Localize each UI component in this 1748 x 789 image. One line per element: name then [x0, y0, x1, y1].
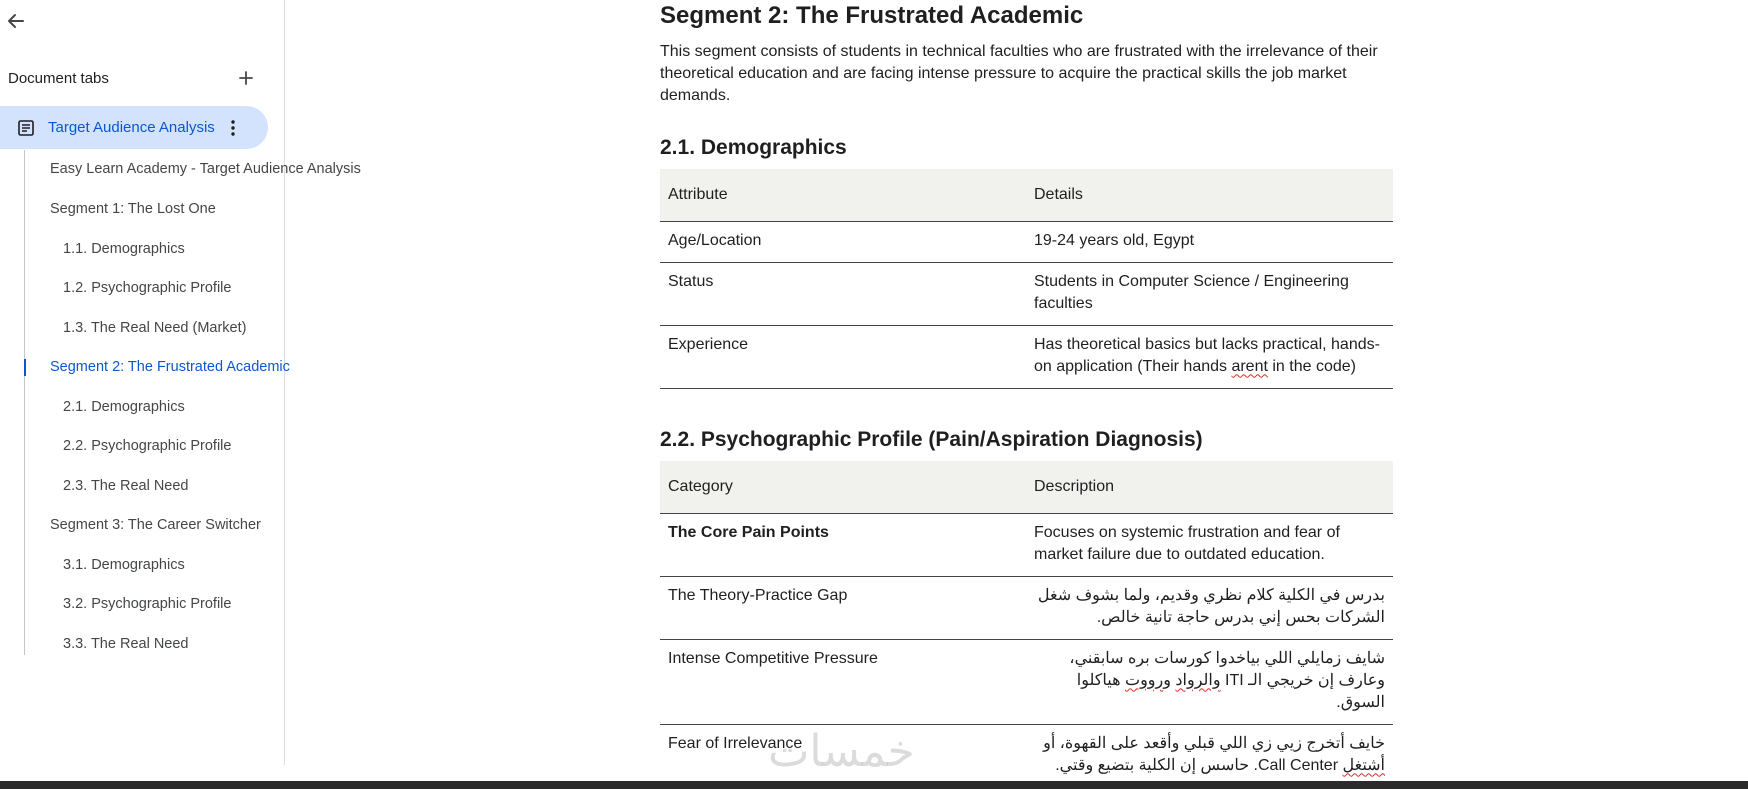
outline-item-label: 3.1. Demographics: [63, 557, 185, 573]
column-header: Description: [1026, 461, 1393, 513]
active-tab-label: Target Audience Analysis: [48, 119, 215, 136]
active-document-tab[interactable]: [0, 106, 268, 149]
table-cell: Students in Computer Science / Engineering faculties: [1026, 262, 1393, 325]
spelling-error-word[interactable]: أشتغل: [1342, 756, 1385, 774]
cell-text: شايف زمايلي اللي بياخدوا كورسات بره سابقني، وعارف إن خريجي الـ ITI: [1069, 649, 1385, 689]
demographics-table: [660, 169, 1393, 389]
table-cell: [1026, 325, 1393, 388]
table-cell: بدرس في الكلية كلام نظري وقديم، ولما بشوف شغل الشركات بحس إني بدرس حاجة تانية خالص.: [1026, 576, 1393, 639]
outline-item[interactable]: [25, 585, 247, 623]
table-cell: Age/Location: [660, 221, 1026, 262]
outline-item-label: Segment 2: The Frustrated Academic: [50, 359, 290, 375]
back-arrow-icon[interactable]: [3, 8, 29, 34]
outline-item[interactable]: [25, 546, 247, 584]
outline-item-label: 2.3. The Real Need: [63, 478, 189, 494]
outline-item[interactable]: [25, 625, 247, 663]
column-header: Category: [660, 461, 1026, 513]
watermark-logo: خمسات: [768, 726, 915, 777]
table-cell: Intense Competitive Pressure: [660, 639, 1026, 724]
column-header: Attribute: [660, 169, 1026, 221]
table-header-row: [660, 461, 1393, 513]
bottom-bar: [0, 781, 1748, 789]
table-cell: Experience: [660, 325, 1026, 388]
document-tabs-title: Document tabs: [8, 69, 109, 87]
table-row: [660, 325, 1393, 388]
cell-text: خايف أتخرج زيي زي اللي قبلي وأقعد على القهوة، أو: [1043, 734, 1385, 752]
table-row: [660, 724, 1393, 787]
outline-item[interactable]: [25, 150, 361, 188]
table-cell: Fear of Irrelevance: [660, 724, 1026, 787]
current-section-marker: [24, 359, 26, 376]
more-vertical-icon[interactable]: [223, 116, 243, 140]
outline-item-label: 1.2. Psychographic Profile: [63, 280, 232, 296]
outline-item-label: Segment 3: The Career Switcher: [50, 517, 261, 533]
table-cell: The Core Pain Points: [660, 513, 1026, 576]
table-row: [660, 221, 1393, 262]
outline-item-label: 2.2. Psychographic Profile: [63, 438, 232, 454]
cell-text: Has theoretical basics but lacks practical, hands-on application (Their hands: [1034, 335, 1380, 375]
outline-item[interactable]: [25, 388, 247, 426]
table-cell: Focuses on systemic frustration and fear of market failure due to outdated education.: [1026, 513, 1393, 576]
segment-title: Segment 2: The Frustrated Academic: [660, 2, 1084, 29]
column-header: Details: [1026, 169, 1393, 221]
cell-text: in the code): [1267, 357, 1356, 375]
table-cell: The Theory-Practice Gap: [660, 576, 1026, 639]
outline-item[interactable]: [25, 269, 247, 307]
outline-item-label: Segment 1: The Lost One: [50, 201, 216, 217]
table-row: [660, 513, 1393, 576]
outline-item[interactable]: [25, 309, 247, 347]
outline-item[interactable]: [25, 230, 247, 268]
psychographic-table: [660, 461, 1393, 788]
document-outline: [24, 150, 361, 655]
document-tabs-sidebar: [0, 0, 361, 765]
table-row: [660, 576, 1393, 639]
outline-item[interactable]: [25, 506, 261, 544]
document-tabs-header: [8, 66, 258, 90]
outline-item[interactable]: [25, 467, 247, 505]
cell-text: هياكلوا السوق.: [1076, 671, 1385, 711]
spelling-error-word[interactable]: والرواد: [1175, 671, 1221, 689]
outline-item-label: 1.1. Demographics: [63, 241, 185, 257]
add-tab-plus-icon[interactable]: [234, 66, 258, 90]
segment-intro: This segment consists of students in technical faculties who are frustrated with the irrelevance of their theoretical education and are facing intense pressure to acquire the practical skills the job market demands.: [660, 43, 1378, 104]
spelling-error-word[interactable]: رووت: [1125, 671, 1164, 689]
table-cell: [1026, 639, 1393, 724]
outline-item-current[interactable]: [25, 348, 290, 386]
table-cell: [1026, 724, 1393, 787]
table-header-row: [660, 169, 1393, 221]
table-cell: 19-24 years old, Egypt: [1026, 221, 1393, 262]
outline-item-label: 3.3. The Real Need: [63, 636, 189, 652]
cell-text: و: [1163, 671, 1176, 689]
psychographic-heading: 2.2. Psychographic Profile (Pain/Aspiration Diagnosis): [660, 428, 1203, 451]
demographics-heading: 2.1. Demographics: [660, 136, 847, 159]
outline-item[interactable]: [25, 190, 245, 228]
cell-text: Call Center. حاسس إن الكلية بتضيع وقتي.: [1055, 756, 1343, 774]
table-cell: Status: [660, 262, 1026, 325]
spelling-error-word[interactable]: arent: [1231, 357, 1268, 375]
outline-item-label: 2.1. Demographics: [63, 399, 185, 415]
table-row: [660, 262, 1393, 325]
document-icon: [16, 118, 36, 138]
outline-item-label: Easy Learn Academy - Target Audience Analysis: [50, 161, 361, 177]
table-row: [660, 639, 1393, 724]
outline-item-label: 1.3. The Real Need (Market): [63, 320, 247, 336]
outline-item-label: 3.2. Psychographic Profile: [63, 596, 232, 612]
outline-item[interactable]: [25, 427, 247, 465]
